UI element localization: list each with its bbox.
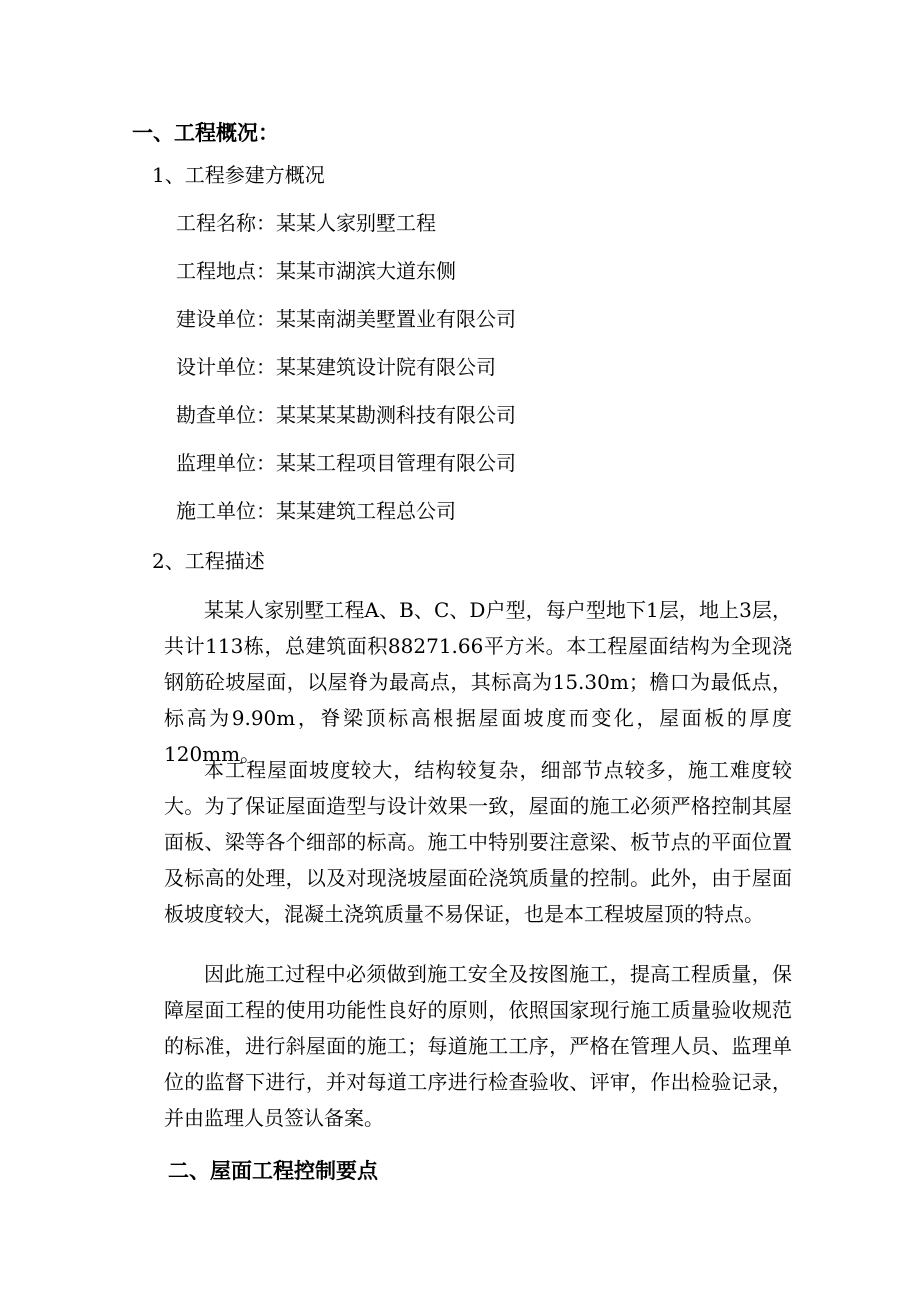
description-paragraph-2: 本工程屋面坡度较大，结构较复杂，细部节点较多，施工难度较大。为了保证屋面造型与设计效果一致，屋面的施工必须严格控制其屋面板、梁等各个细部的标高。施工中特别要注意梁、板节点的平面位置及标高的处理，以及对现浇坡屋面砼浇筑质量的控制。此外，由于屋面板坡度较大，混凝土浇筑质量不易保证，也是本工程坡屋顶的特点。 (164, 758, 792, 926)
info-line-developer: 建设单位：某某南湖美墅置业有限公司 (176, 307, 516, 331)
info-line-supervisor: 监理单位：某某工程项目管理有限公司 (176, 451, 516, 475)
info-line-designer: 设计单位：某某建筑设计院有限公司 (176, 355, 496, 379)
section-heading-overview: 一、工程概况： (132, 121, 279, 145)
description-paragraph-1: 某某人家别墅工程A、B、C、D户型，每户型地下1层，地上3层，共计113栋，总建筑面积88271.66平方米。本工程屋面结构为全现浇钢筋砼坡屋面，以屋脊为最高点，其标高为15.30m；檐口为最低点，标高为9.90m，脊梁顶标高根据屋面坡度而变化，屋面板的厚度120mm。 (164, 598, 792, 766)
subheading-description: 2、工程描述 (152, 549, 265, 573)
info-line-survey: 勘查单位：某某某某勘测科技有限公司 (176, 403, 516, 427)
info-line-project-location: 工程地点：某某市湖滨大道东侧 (176, 259, 456, 283)
info-line-project-name: 工程名称：某某人家别墅工程 (176, 211, 436, 235)
info-line-contractor: 施工单位：某某建筑工程总公司 (176, 499, 456, 523)
subheading-participants: 1、工程参建方概况 (152, 163, 325, 187)
section-heading-roof-control: 二、屋面工程控制要点 (168, 1159, 378, 1183)
description-paragraph-3: 因此施工过程中必须做到施工安全及按图施工，提高工程质量，保障屋面工程的使用功能性良好的原则，依照国家现行施工质量验收规范的标准，进行斜屋面的施工；每道施工工序，严格在管理人员、监理单位的监督下进行，并对每道工序进行检查验收、评审，作出检验记录，并由监理人员签认备案。 (164, 962, 792, 1130)
